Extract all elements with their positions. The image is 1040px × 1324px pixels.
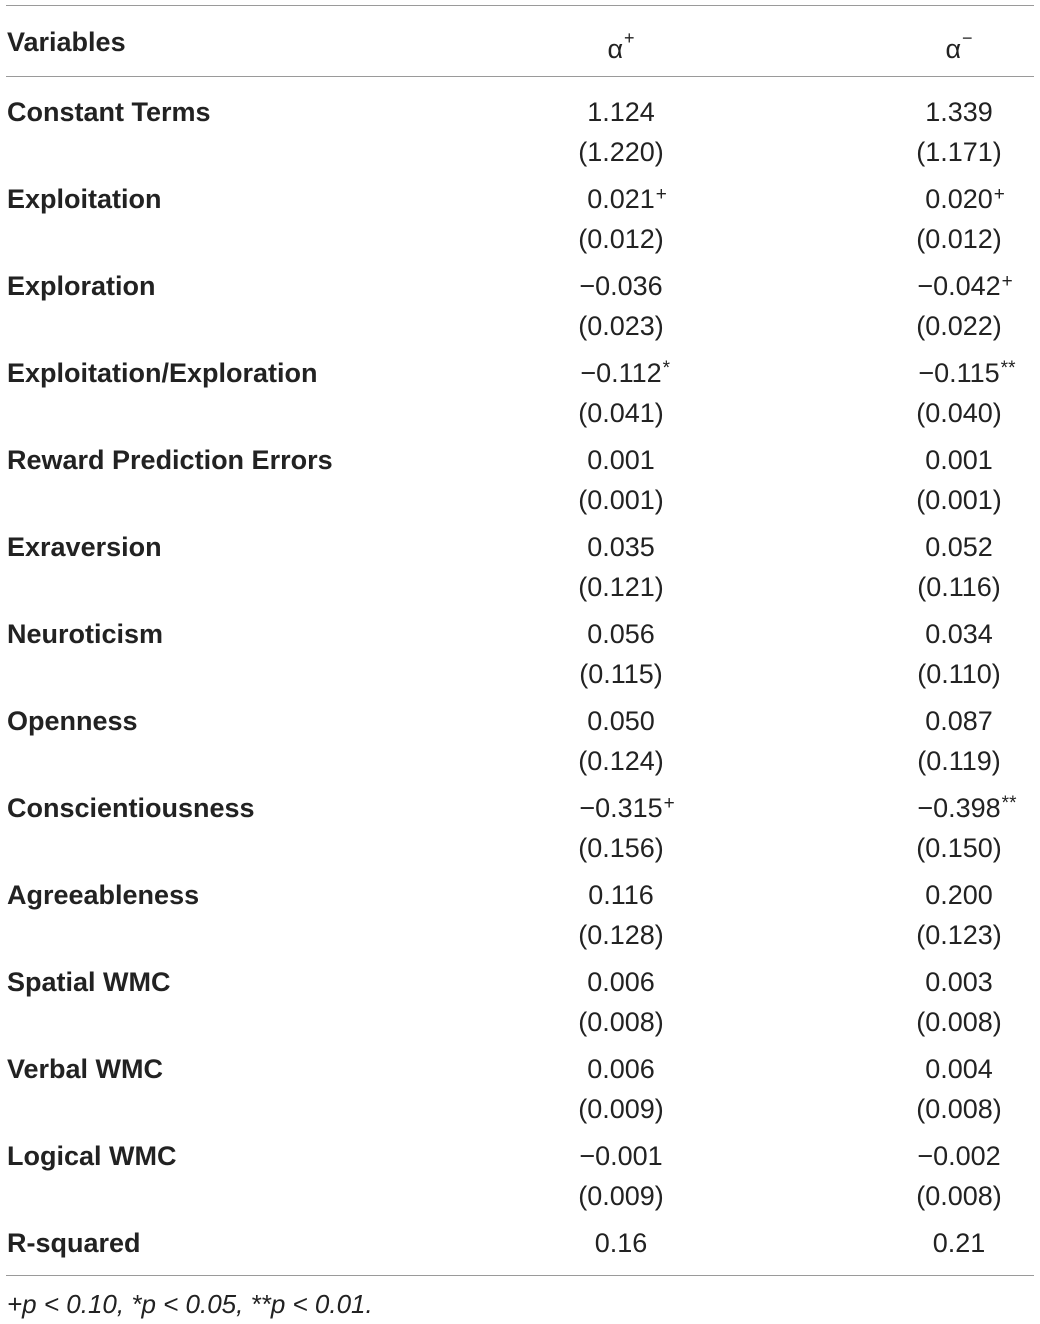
coefficient-wrap [925,614,993,654]
table-bottom-rule [6,1275,1034,1276]
coefficient: 0.050 [587,706,655,736]
coefficient-wrap [925,701,993,741]
coefficient-line [511,1136,731,1176]
table-body [0,92,1040,1310]
coefficient: 0.21 [932,1228,986,1258]
cell-alpha-plus [511,92,731,172]
table-row [0,875,1040,962]
coefficient: 0.056 [587,619,655,649]
standard-error: (0.116) [917,572,1001,602]
coefficient: 0.001 [587,445,655,475]
coefficient-wrap [925,527,993,567]
coefficient: 0.16 [594,1228,648,1258]
coefficient: 0.035 [587,532,655,562]
cell-alpha-minus [849,353,1040,433]
coefficient-line [849,179,1040,219]
coefficient-wrap [933,1223,986,1263]
table-top-rule [6,5,1034,6]
coefficient: 0.001 [925,445,993,475]
coefficient-wrap [925,179,1005,219]
coefficient-wrap [588,875,654,915]
cell-alpha-plus [511,875,731,955]
cell-alpha-minus [849,788,1040,868]
row-label: Neuroticism [7,619,164,649]
coefficient-line [849,962,1040,1002]
coefficient-wrap [925,1049,993,1089]
coefficient: −0.315 [579,793,663,823]
coefficient-line [511,875,731,915]
coefficient-wrap [587,179,667,219]
table-row [0,92,1040,179]
cell-alpha-minus [849,1049,1040,1129]
coefficient-line [511,701,731,741]
coefficient: 0.003 [925,967,993,997]
standard-error: (0.022) [916,311,1002,341]
cell-alpha-plus [511,614,731,694]
standard-error: (0.001) [578,485,664,515]
header-variables: Variables [7,27,126,57]
row-label: Exploration [7,271,156,301]
significance-mark: * [662,358,671,379]
cell-alpha-plus [511,701,731,781]
cell-alpha-minus [849,875,1040,955]
coefficient-line [849,1136,1040,1176]
cell-alpha-minus [849,701,1040,781]
significance-mark: ** [1001,793,1017,814]
coefficient: 0.021 [587,184,655,214]
coefficient-wrap [925,92,993,132]
coefficient: 1.339 [925,97,993,127]
coefficient-wrap [918,353,1016,393]
coefficient-line [511,353,731,393]
row-label: Verbal WMC [7,1054,164,1084]
standard-error: (0.009) [578,1094,664,1124]
row-label: Agreeableness [7,880,200,910]
cell-alpha-minus [849,92,1040,172]
coefficient-line [511,614,731,654]
cell-alpha-minus [849,527,1040,607]
coefficient-wrap [587,527,655,567]
coefficient: −0.002 [917,1141,1001,1171]
table-row [0,962,1040,1049]
coefficient-line [849,614,1040,654]
coefficient-wrap [587,701,655,741]
table-row [0,701,1040,788]
cell-alpha-plus [511,353,731,433]
cell-alpha-minus [849,179,1040,259]
coefficient-wrap [587,92,655,132]
coefficient-line [849,875,1040,915]
coefficient: −0.042 [917,271,1001,301]
coefficient-wrap [917,266,1013,306]
header-alpha-plus-sup: + [624,28,635,48]
coefficient-wrap [917,1136,1000,1176]
standard-error: (0.040) [916,398,1002,428]
standard-error: (0.110) [917,659,1001,689]
standard-error: (0.128) [578,920,664,950]
significance-mark: + [655,184,667,205]
cell-alpha-minus [849,266,1040,346]
coefficient-wrap [925,962,993,1002]
cell-alpha-minus [849,1136,1040,1216]
table-row [0,440,1040,527]
row-label: Exploitation/Exploration [7,358,318,388]
row-label: Spatial WMC [7,967,171,997]
row-label: Exraversion [7,532,162,562]
standard-error: (0.001) [916,485,1002,515]
standard-error [511,1263,731,1303]
cell-alpha-plus [511,1049,731,1129]
table-row [0,788,1040,875]
coefficient-line [849,788,1040,828]
header-alpha-plus [521,22,721,62]
footnote: +p < 0.10, *p < 0.05, **p < 0.01. [7,1289,373,1319]
standard-error: (0.008) [578,1007,664,1037]
cell-alpha-plus [511,440,731,520]
coefficient: −0.112 [580,358,662,388]
standard-error: (0.023) [578,311,664,341]
coefficient-wrap [925,875,993,915]
coefficient-line [849,701,1040,741]
significance-mark: + [1001,271,1013,292]
coefficient-line [511,962,731,1002]
coefficient: 0.004 [925,1054,993,1084]
coefficient: −0.398 [917,793,1001,823]
row-label: Exploitation [7,184,162,214]
coefficient-wrap [925,440,993,480]
coefficient-line [849,266,1040,306]
coefficient: −0.036 [579,271,663,301]
standard-error: (0.115) [579,659,663,689]
significance-mark: + [993,184,1005,205]
coefficient-line [849,527,1040,567]
coefficient-line [849,353,1040,393]
cell-alpha-minus [849,1223,1040,1303]
table-row [0,179,1040,266]
coefficient: 0.200 [925,880,993,910]
cell-alpha-plus [511,1136,731,1216]
significance-mark: ** [1000,358,1016,379]
coefficient-line [849,1049,1040,1089]
coefficient: 0.006 [587,1054,655,1084]
row-label: R-squared [7,1228,141,1258]
coefficient: 0.020 [925,184,993,214]
cell-alpha-plus [511,962,731,1042]
coefficient: 0.034 [925,619,993,649]
coefficient: −0.115 [918,358,1000,388]
row-label: Logical WMC [7,1141,177,1171]
standard-error: (0.008) [916,1094,1002,1124]
standard-error [849,1263,1040,1303]
coefficient-wrap [587,1049,655,1089]
coefficient-wrap [595,1223,648,1263]
coefficient: 0.052 [925,532,993,562]
standard-error: (0.041) [578,398,664,428]
coefficient-line [511,179,731,219]
standard-error: (0.119) [917,746,1001,776]
standard-error: (0.123) [916,920,1002,950]
coefficient-wrap [579,266,662,306]
standard-error: (1.171) [916,137,1002,167]
table-row [0,614,1040,701]
standard-error: (0.121) [578,572,664,602]
row-label: Conscientiousness [7,793,255,823]
table-row [0,1049,1040,1136]
coefficient-line [511,788,731,828]
row-label: Openness [7,706,138,736]
coefficient-wrap [587,440,655,480]
coefficient: 0.087 [925,706,993,736]
standard-error: (0.150) [916,833,1002,863]
standard-error: (0.124) [578,746,664,776]
header-alpha-minus [859,22,1040,62]
coefficient: −0.001 [579,1141,663,1171]
row-label: Reward Prediction Errors [7,445,333,475]
cell-alpha-minus [849,440,1040,520]
standard-error: (0.012) [578,224,664,254]
cell-alpha-minus [849,614,1040,694]
coefficient: 0.116 [588,880,654,910]
table-row [0,1136,1040,1223]
table-row [0,266,1040,353]
standard-error: (0.156) [578,833,664,863]
coefficient-wrap [579,788,675,828]
standard-error: (0.012) [916,224,1002,254]
coefficient: 1.124 [587,97,655,127]
header-alpha-minus-sup: − [962,28,973,48]
cell-alpha-plus [511,266,731,346]
table-row [0,353,1040,440]
header-alpha-minus-symbol: α [945,34,962,64]
coefficient-line [511,1049,731,1089]
coefficient-wrap [587,614,655,654]
cell-alpha-plus [511,527,731,607]
coefficient-wrap [917,788,1017,828]
row-label: Constant Terms [7,97,211,127]
coefficient-wrap [587,962,655,1002]
coefficient-line [849,92,1040,132]
cell-alpha-plus [511,788,731,868]
coefficient-wrap [579,1136,662,1176]
coefficient-line [849,1223,1040,1263]
significance-mark: + [663,793,675,814]
coefficient-line [511,266,731,306]
coefficient-line [511,1223,731,1263]
cell-alpha-minus [849,962,1040,1042]
coefficient-line [511,92,731,132]
standard-error: (1.220) [578,137,664,167]
coefficient-line [849,440,1040,480]
header-alpha-plus-symbol: α [607,34,624,64]
table-row [0,527,1040,614]
cell-alpha-plus [511,179,731,259]
standard-error: (0.008) [916,1181,1002,1211]
coefficient-line [511,527,731,567]
header-bottom-rule [6,76,1034,77]
cell-alpha-plus [511,1223,731,1303]
coefficient-wrap [580,353,671,393]
coefficient: 0.006 [587,967,655,997]
standard-error: (0.008) [916,1007,1002,1037]
standard-error: (0.009) [578,1181,664,1211]
coefficient-line [511,440,731,480]
